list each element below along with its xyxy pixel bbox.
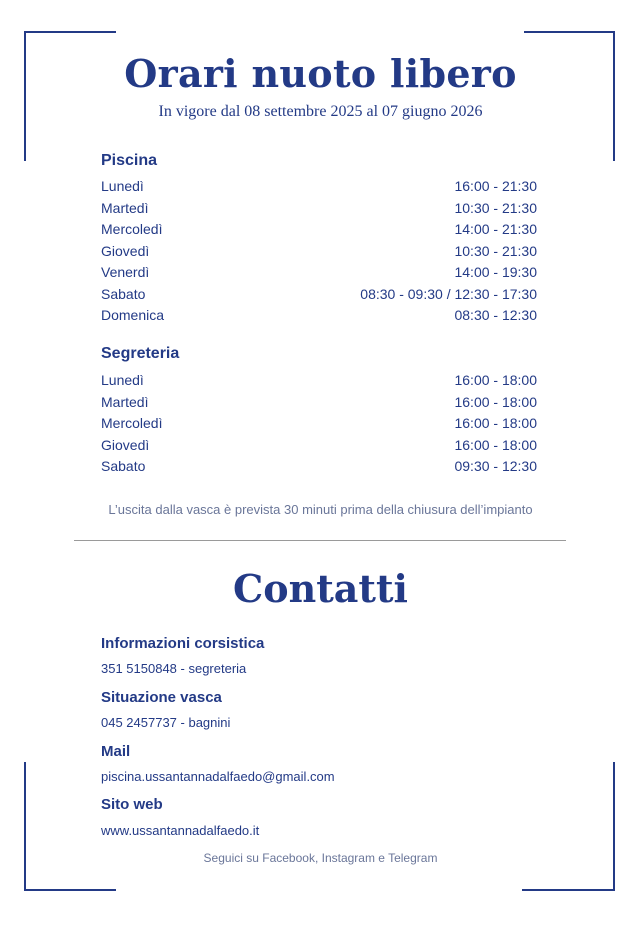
social-follow-text: Seguici su Facebook, Instagram e Telegram bbox=[203, 851, 438, 865]
contact-label-mail: Mail bbox=[101, 743, 131, 760]
contact-phone-bagnini[interactable]: 045 2457737 - bagnini bbox=[101, 715, 231, 730]
contact-label-web: Sito web bbox=[101, 796, 163, 813]
contact-label-vasca: Situazione vasca bbox=[101, 689, 222, 706]
hours-value: 09:30 - 12:30 bbox=[454, 458, 537, 474]
day-label: Lunedì bbox=[101, 372, 144, 388]
day-label: Sabato bbox=[101, 285, 146, 302]
day-label: Mercoledì bbox=[101, 221, 163, 237]
day-label: Lunedì bbox=[101, 178, 144, 194]
schedule-row bbox=[101, 219, 537, 241]
contact-website-link[interactable]: www.ussantannadalfaedo.it bbox=[101, 823, 260, 838]
schedule-row bbox=[101, 176, 537, 198]
day-label: Martedì bbox=[101, 393, 149, 410]
day-label: Sabato bbox=[101, 458, 146, 474]
frame-corner-bottom-right bbox=[522, 762, 615, 891]
exit-note: L’uscita dalla vasca è prevista 30 minuti prima della chiusura dell’impianto bbox=[108, 502, 533, 517]
validity-period: In vigore dal 08 settembre 2025 al 07 giugno 2026 bbox=[158, 103, 483, 120]
piscina-schedule bbox=[101, 176, 537, 327]
schedule-row bbox=[101, 370, 537, 392]
hours-value: 16:00 - 18:00 bbox=[454, 436, 537, 453]
day-label: Mercoledì bbox=[101, 415, 163, 431]
schedule-row bbox=[101, 198, 537, 220]
schedule-row bbox=[101, 241, 537, 263]
hours-value: 14:00 - 19:30 bbox=[454, 264, 537, 280]
segreteria-heading: Segreteria bbox=[101, 345, 180, 362]
schedule-row bbox=[101, 392, 537, 414]
hours-value: 16:00 - 18:00 bbox=[454, 372, 537, 388]
hours-value: 16:00 - 21:30 bbox=[454, 178, 537, 194]
piscina-heading: Piscina bbox=[101, 152, 158, 169]
contact-phone-segreteria[interactable]: 351 5150848 - segreteria bbox=[101, 661, 247, 676]
contact-label-info: Informazioni corsistica bbox=[101, 635, 265, 652]
hours-value: 10:30 - 21:30 bbox=[454, 242, 537, 259]
hours-value: 10:30 - 21:30 bbox=[454, 199, 537, 216]
schedule-row bbox=[101, 456, 537, 478]
contacts-title: Contatti bbox=[233, 566, 408, 611]
day-label: Giovedì bbox=[101, 436, 150, 453]
section-divider bbox=[74, 540, 566, 541]
day-label: Martedì bbox=[101, 199, 149, 216]
schedule-row bbox=[101, 305, 537, 327]
hours-value: 14:00 - 21:30 bbox=[454, 221, 537, 237]
segreteria-schedule bbox=[101, 370, 537, 478]
hours-value: 16:00 - 18:00 bbox=[454, 393, 537, 410]
day-label: Venerdì bbox=[101, 264, 150, 280]
hours-value: 16:00 - 18:00 bbox=[454, 415, 537, 431]
day-label: Domenica bbox=[101, 307, 165, 323]
schedule-row bbox=[101, 284, 537, 306]
schedule-row bbox=[101, 435, 537, 457]
day-label: Giovedì bbox=[101, 242, 150, 259]
schedule-row bbox=[101, 262, 537, 284]
schedule-row bbox=[101, 413, 537, 435]
contact-email-link[interactable]: piscina.ussantannadalfaedo@gmail.com bbox=[101, 769, 335, 784]
hours-value: 08:30 - 09:30 / 12:30 - 17:30 bbox=[360, 285, 537, 302]
page-title: Orari nuoto libero bbox=[124, 51, 517, 96]
hours-value: 08:30 - 12:30 bbox=[454, 307, 537, 323]
